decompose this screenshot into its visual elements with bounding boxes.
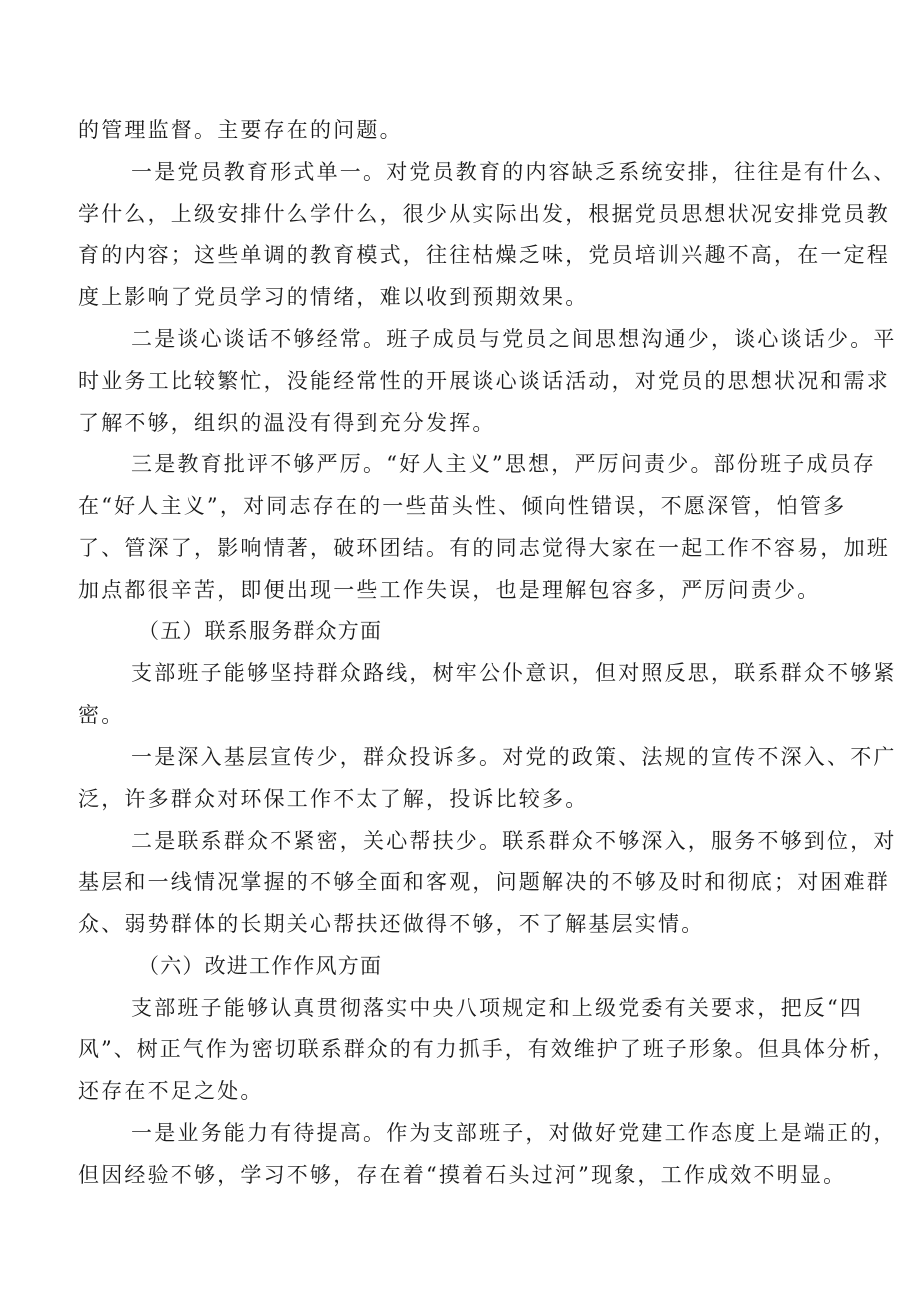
text-line: 时业务工比较繁忙，没能经常性的开展谈心谈话活动，对党员的思想状况和需求: [78, 369, 890, 393]
text-line: 的管理监督。主要存在的问题。: [78, 118, 403, 142]
text-line: 加点都很辛苦，即便出现一些工作失误，也是理解包容多，严厉问责少。: [78, 578, 821, 602]
section-heading: （六）改进工作作风方面: [138, 954, 383, 978]
text-line: 支部班子能够认真贯彻落实中央八项规定和上级党委有关要求，把反“四: [131, 996, 864, 1020]
text-line: 众、弱势群体的长期关心帮扶还做得不够，不了解基层实情。: [78, 912, 705, 936]
text-line: 但因经验不够，学习不够，存在着“摸着石头过河”现象，工作成效不明显。: [78, 1163, 847, 1187]
section-heading: （五）联系服务群众方面: [138, 619, 383, 643]
text-line: 了解不够，组织的温没有得到充分发挥。: [78, 411, 496, 435]
text-line: 风”、树正气作为密切联系群众的有力抓手，有效维护了班子形象。但具体分析，: [78, 1037, 896, 1061]
text-line: 泛，许多群众对环保工作不太了解，投诉比较多。: [78, 787, 589, 811]
text-line: 二是谈心谈话不够经常。班子成员与党员之间思想沟通少，谈心谈话少。平: [131, 327, 897, 351]
text-line: 在“好人主义”，对同志存在的一些苗头性、倾向性错误，不愿深管，怕管多: [78, 494, 847, 518]
text-line: 学什么，上级安排什么学什么，很少从实际出发，根据党员思想状况安排党员教: [78, 202, 890, 226]
text-line: 还存在不足之处。: [78, 1079, 264, 1103]
text-line: 支部班子能够坚持群众路线，树牢公仆意识，但对照反思，联系群众不够紧: [131, 661, 897, 685]
text-line: 密。: [78, 703, 125, 727]
text-line: 三是教育批评不够严厉。“好人主义”思想，严厉问责少。部份班子成员存: [131, 452, 877, 476]
text-line: 一是深入基层宣传少，群众投诉多。对党的政策、法规的宣传不深入、不广: [131, 745, 897, 769]
text-line: 育的内容；这些单调的教育模式，往往枯燥乏味，党员培训兴趣不高，在一定程: [78, 243, 890, 267]
text-line: 一是业务能力有待提高。作为支部班子，对做好党建工作态度上是端正的，: [131, 1121, 897, 1145]
text-line: 了、管深了，影响情著，破环团结。有的同志觉得大家在一起工作不容易，加班: [78, 536, 890, 560]
text-line: 度上影响了党员学习的情绪，难以收到预期效果。: [78, 285, 589, 309]
text-line: 二是联系群众不紧密，关心帮扶少。联系群众不够深入，服务不够到位，对: [131, 829, 897, 853]
text-line: 一是党员教育形式单一。对党员教育的内容缺乏系统安排，往往是有什么、: [131, 160, 897, 184]
text-line: 基层和一线情况掌握的不够全面和客观，问题解决的不够及时和彻底；对困难群: [78, 870, 890, 894]
